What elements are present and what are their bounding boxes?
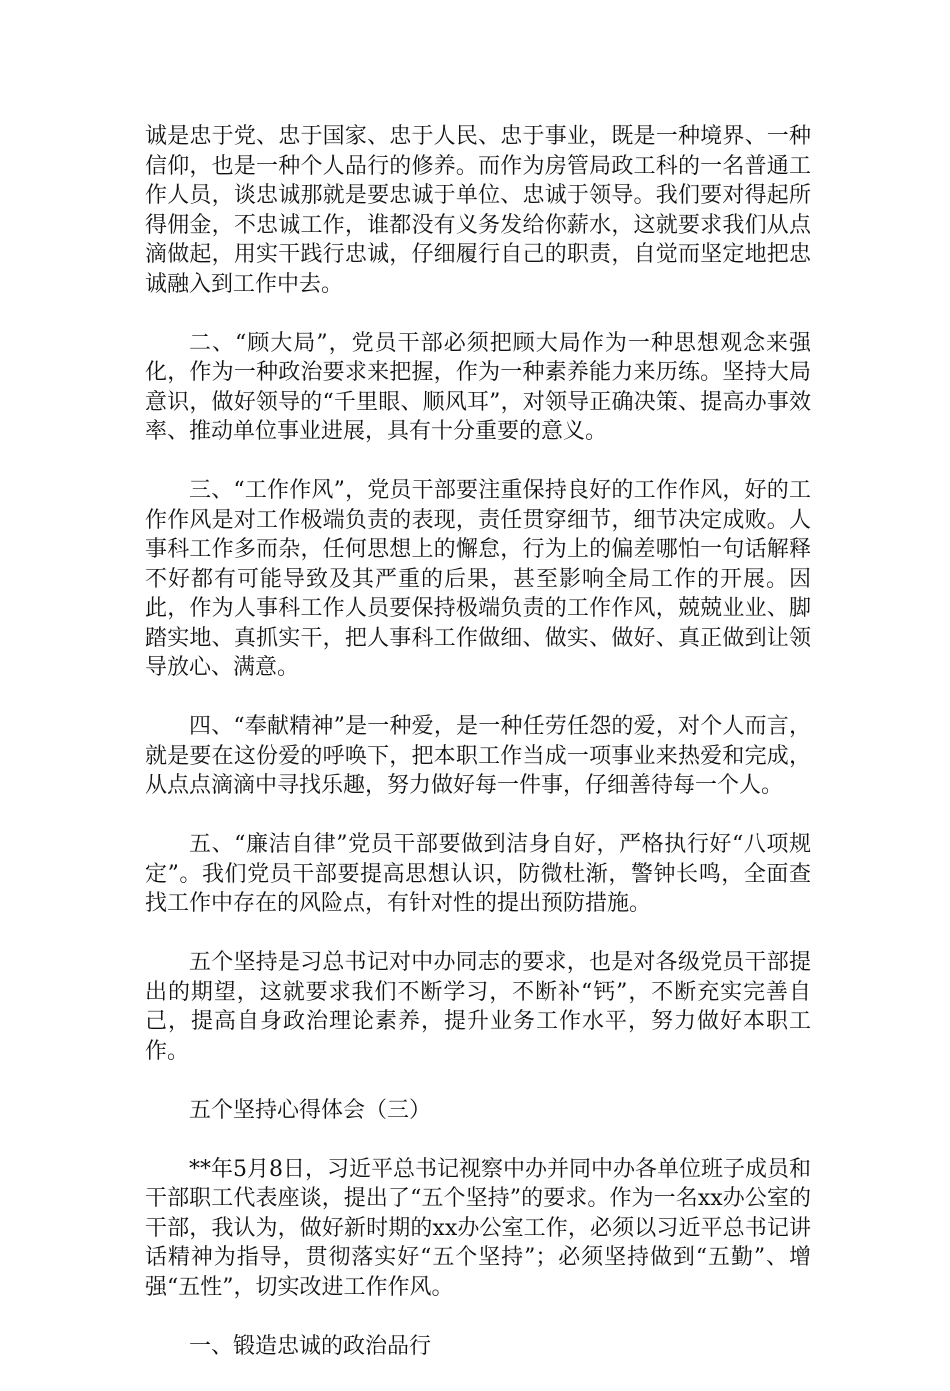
paragraph-big-picture: 二、“顾大局”，党员干部必须把顾大局作为一种思想观念来强化，作为一种政治要求来把握，作为一种素养能力来历练。坚持大局意识，做好领导的“千里眼、顺风耳”，对领导正确决策、提高办事效率、推动单位事业进展，具有十分重要的意义。 (145, 330, 811, 444)
subsection-heading: 一、锻造忠诚的政治品行 (189, 1333, 432, 1359)
document-body (145, 122, 811, 1391)
paragraph-integrity: 五、“廉洁自律”党员干部要做到洁身自好，严格执行好“八项规定”。我们党员干部要提高思想认识，防微杜渐，警钟长鸣，全面查找工作中存在的风险点，有针对性的提出预防措施。 (145, 832, 811, 916)
paragraph-dedication: 四、“奉献精神”是一种爱，是一种任劳任怨的爱，对个人而言，就是要在这份爱的呼唤下，把本职工作当成一项事业来热爱和完成，从点点滴滴中寻找乐趣，努力做好每一件事，仔细善待每一个人。 (145, 714, 811, 798)
paragraph-loyalty-continuation: 诚是忠于党、忠于国家、忠于人民、忠于事业，既是一种境界、一种信仰，也是一种个人品行的修养。而作为房管局政工科的一名普通工作人员，谈忠诚那就是要忠诚于单位、忠诚于领导。我们要对得起所得佣金，不忠诚工作，谁都没有义务发给你薪水，这就要求我们从点滴做起，用实干践行忠诚，仔细履行自己的职责，自觉而坚定地把忠诚融入到工作中去。 (145, 124, 811, 297)
paragraph-work-style: 三、“工作作风”，党员干部要注重保持良好的工作作风，好的工作作风是对工作极端负责的表现，责任贯穿细节，细节决定成败。人事科工作多而杂，任何思想上的懈怠，行为上的偏差哪怕一句话解释不好都有可能导致及其严重的后果，甚至影响全局工作的开展。因此，作为人事科工作人员要保持极端负责的工作作风，兢兢业业、脚踏实地、真抓实干，把人事科工作做细、做实、做好、真正做到让领导放心、满意。 (145, 478, 811, 680)
paragraph-summary: 五个坚持是习总书记对中办同志的要求，也是对各级党员干部提出的期望，这就要求我们不断学习，不断补“钙”，不断充实完善自己，提高自身政治理论素养，提升业务工作水平，努力做好本职工作。 (145, 950, 811, 1064)
section-title: 五个坚持心得体会（三） (189, 1097, 432, 1123)
paragraph-intro: **年5月8日，习近平总书记视察中办并同中办各单位班子成员和干部职工代表座谈，提出了“五个坚持”的要求。作为一名xx办公室的干部，我认为，做好新时期的xx办公室工作，必须以习近平总书记讲话精神为指导，贯彻落实好“五个坚持”；必须坚持做到“五勤”、增强“五性”，切实改进工作作风。 (145, 1156, 811, 1300)
